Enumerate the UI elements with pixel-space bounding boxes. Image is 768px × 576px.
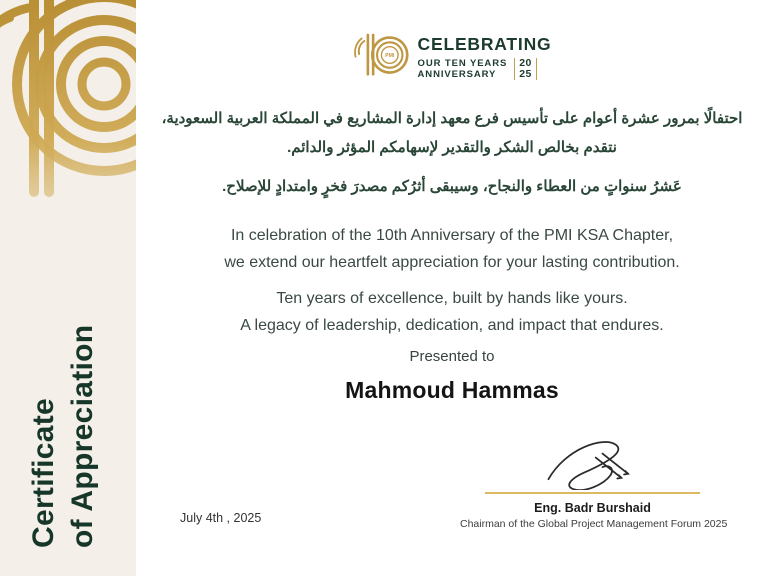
year-block xyxy=(514,58,537,80)
gold-divider-right xyxy=(536,58,537,80)
celebrating-label: CELEBRATING xyxy=(417,34,552,54)
certificate-date: July 4th , 2025 xyxy=(180,511,262,525)
certificate-title-line2: of Appreciation xyxy=(66,324,99,548)
english-line4: A legacy of leadership, dedication, and impact that endures. xyxy=(240,317,664,334)
year-top: 20 xyxy=(519,57,532,69)
anniversary-logo xyxy=(136,30,768,80)
certificate-body xyxy=(136,0,768,576)
signature-block xyxy=(460,436,728,530)
signature-scribble-icon xyxy=(513,436,673,490)
english-message xyxy=(136,222,768,339)
arabic-line1: احتفالًا بمرور عشرة أعوام على تأسيس فرع معهد إدارة المشاريع في المملكة العربية السعودية، xyxy=(161,110,743,127)
left-panel xyxy=(0,0,136,576)
signer-title: Chairman of the Global Project Management Forum 2025 xyxy=(460,518,728,530)
signer-name: Eng. Badr Burshaid xyxy=(534,501,651,515)
subtitle-line1: OUR TEN YEARS xyxy=(417,58,508,69)
signature-underline xyxy=(485,492,700,494)
presented-to-label: Presented to xyxy=(409,348,495,365)
logo-text xyxy=(418,30,552,80)
arabic-line2: نتقدم بخالص الشكر والتقدير لإسهامكم المؤثر والدائم. xyxy=(287,139,617,156)
arabic-line3: عَشرُ سنواتٍ من العطاء والنجاح، وسيبقى أثرُكم مصدرَ فخرٍ وامتدادٍ للإصلاح. xyxy=(222,178,682,195)
recipient-name: Mahmoud Hammas xyxy=(345,377,559,403)
ten-logo-icon xyxy=(353,30,409,80)
certificate-title xyxy=(24,248,102,548)
subtitle-line2: ANNIVERSARY xyxy=(417,69,497,80)
gold-divider-left xyxy=(514,58,515,80)
arabic-message xyxy=(136,104,768,201)
year-bottom: 25 xyxy=(519,68,532,80)
english-line2: we extend our heartfelt appreciation for your lasting contribution. xyxy=(224,254,680,271)
anniversary-subtitle xyxy=(418,58,508,80)
certificate-title-line1: Certificate xyxy=(27,397,60,548)
english-line3: Ten years of excellence, built by hands like yours. xyxy=(276,290,628,307)
pmi-label: PMI xyxy=(384,53,394,60)
english-line1: In celebration of the 10th Anniversary of the PMI KSA Chapter, xyxy=(230,227,674,244)
